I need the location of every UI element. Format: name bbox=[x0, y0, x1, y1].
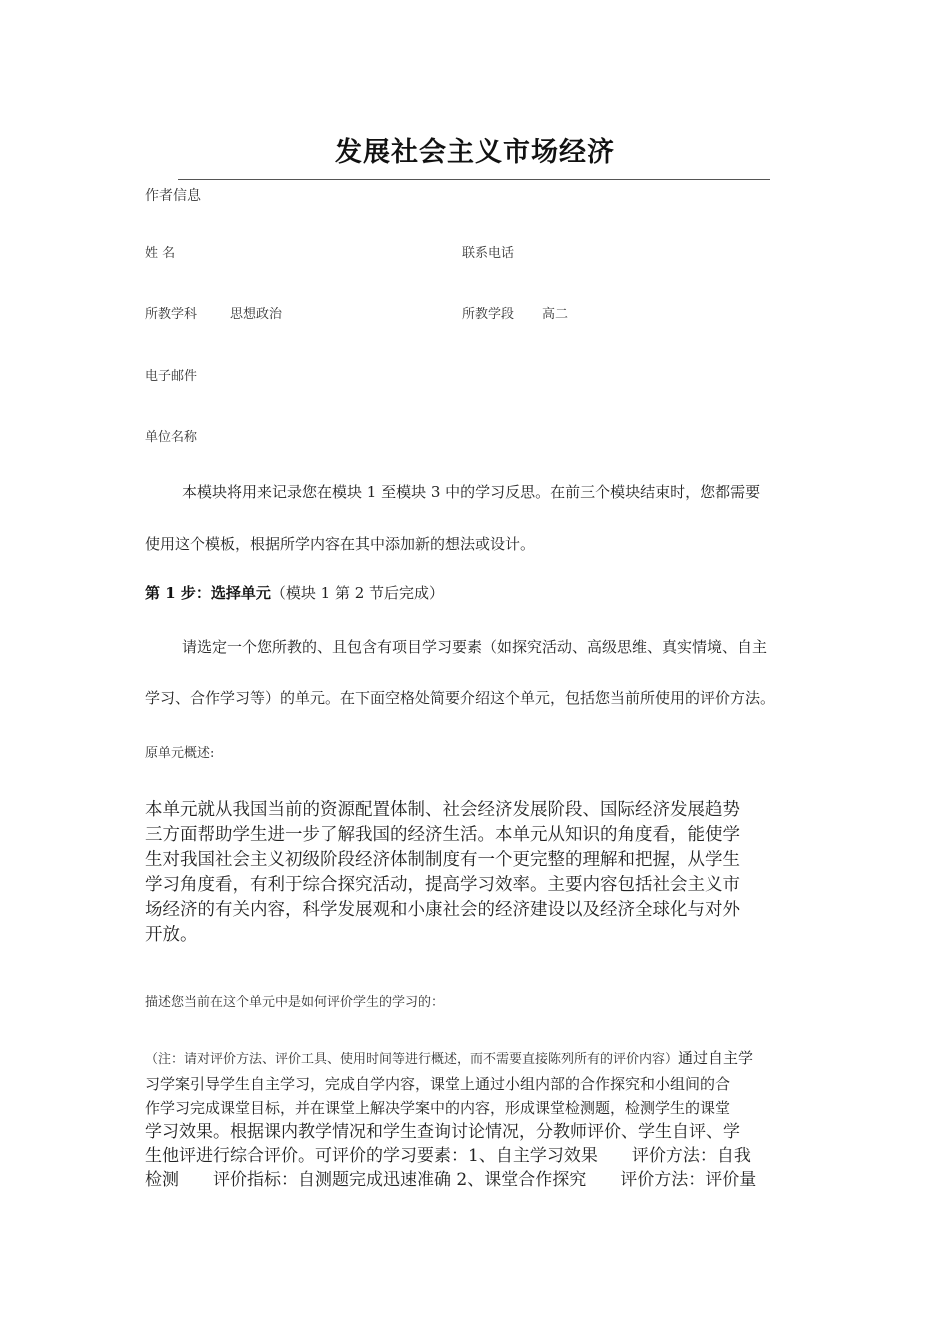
name-label: 姓 名 bbox=[145, 246, 176, 261]
grade-value: 高二 bbox=[542, 307, 569, 322]
overview-line: 开放。 bbox=[145, 925, 198, 945]
step1-desc-line-1: 请选定一个您所教的、且包含有项目学习要素（如探究活动、高级思维、真实情境、自主 bbox=[182, 638, 768, 656]
author-info-heading: 作者信息 bbox=[145, 188, 201, 204]
assess-line-6: 检测 评价指标：自测题完成迅速准确 2、课堂合作探究 评价方法：评价量 bbox=[145, 1170, 757, 1190]
overview-line: 场经济的有关内容，科学发展观和小康社会的经济建设以及经济全球化与对外 bbox=[145, 900, 740, 920]
overview-line: 学习角度看，有利于综合探究活动，提高学习效率。主要内容包括社会主义市 bbox=[145, 875, 740, 895]
assess-text bbox=[145, 1046, 795, 1192]
overview-label: 原单元概述: bbox=[145, 746, 215, 761]
step1-desc-line-2: 学习、合作学习等）的单元。在下面空格处简要介绍这个单元，包括您当前所使用的评价方法。 bbox=[145, 689, 776, 707]
overview-line: 生对我国社会主义初级阶段经济体制制度有一个更完整的理解和把握，从学生 bbox=[145, 850, 740, 870]
overview-line: 三方面帮助学生进一步了解我国的经济生活。本单元从知识的角度看，能使学 bbox=[145, 825, 740, 845]
email-label: 电子邮件 bbox=[145, 369, 198, 384]
assess-line-2: 习学案引导学生自主学习，完成自学内容，课堂上通过小组内部的合作探究和小组间的合 bbox=[145, 1075, 731, 1093]
unit-label: 单位名称 bbox=[145, 430, 198, 445]
assess-label: 描述您当前在这个单元中是如何评价学生的学习的： bbox=[145, 995, 445, 1010]
document-title: 发展社会主义市场经济 bbox=[335, 137, 615, 168]
grade-label: 所教学段 bbox=[462, 307, 515, 322]
assess-line-5: 生他评进行综合评价。可评价的学习要素：1、自主学习效果 评价方法：自我 bbox=[145, 1146, 751, 1166]
assess-line-1 bbox=[145, 1046, 795, 1072]
step1-heading: 第 1 步：选择单元 bbox=[145, 584, 271, 602]
overview-text bbox=[145, 798, 795, 948]
step1-note: （模块 1 第 2 节后完成） bbox=[270, 584, 445, 602]
assess-line-3: 作学习完成课堂目标，并在课堂上解决学案中的内容，形成课堂检测题，检测学生的课堂 bbox=[145, 1099, 731, 1117]
step1-heading-row bbox=[145, 582, 444, 603]
assess-note: （注：请对评价方法、评价工具、使用时间等进行概述，而不需要直接陈列所有的评价内容） bbox=[145, 1052, 679, 1067]
phone-label: 联系电话 bbox=[462, 246, 515, 261]
intro-line-2: 使用这个模板，根据所学内容在其中添加新的想法或设计。 bbox=[145, 535, 536, 553]
subject-value: 思想政治 bbox=[230, 307, 283, 322]
subject-label: 所教学科 bbox=[145, 307, 198, 322]
assess-line-1-tail: 通过自主学 bbox=[678, 1049, 754, 1067]
title-underline bbox=[178, 179, 770, 180]
intro-line-1: 本模块将用来记录您在模块 1 至模块 3 中的学习反思。在前三个模块结束时，您都需要 bbox=[182, 483, 761, 501]
overview-line: 本单元就从我国当前的资源配置体制、社会经济发展阶段、国际经济发展趋势 bbox=[145, 800, 740, 820]
assess-line-4: 学习效果。根据课内教学情况和学生查询讨论情况，分教师评价、学生自评、学 bbox=[145, 1122, 740, 1142]
